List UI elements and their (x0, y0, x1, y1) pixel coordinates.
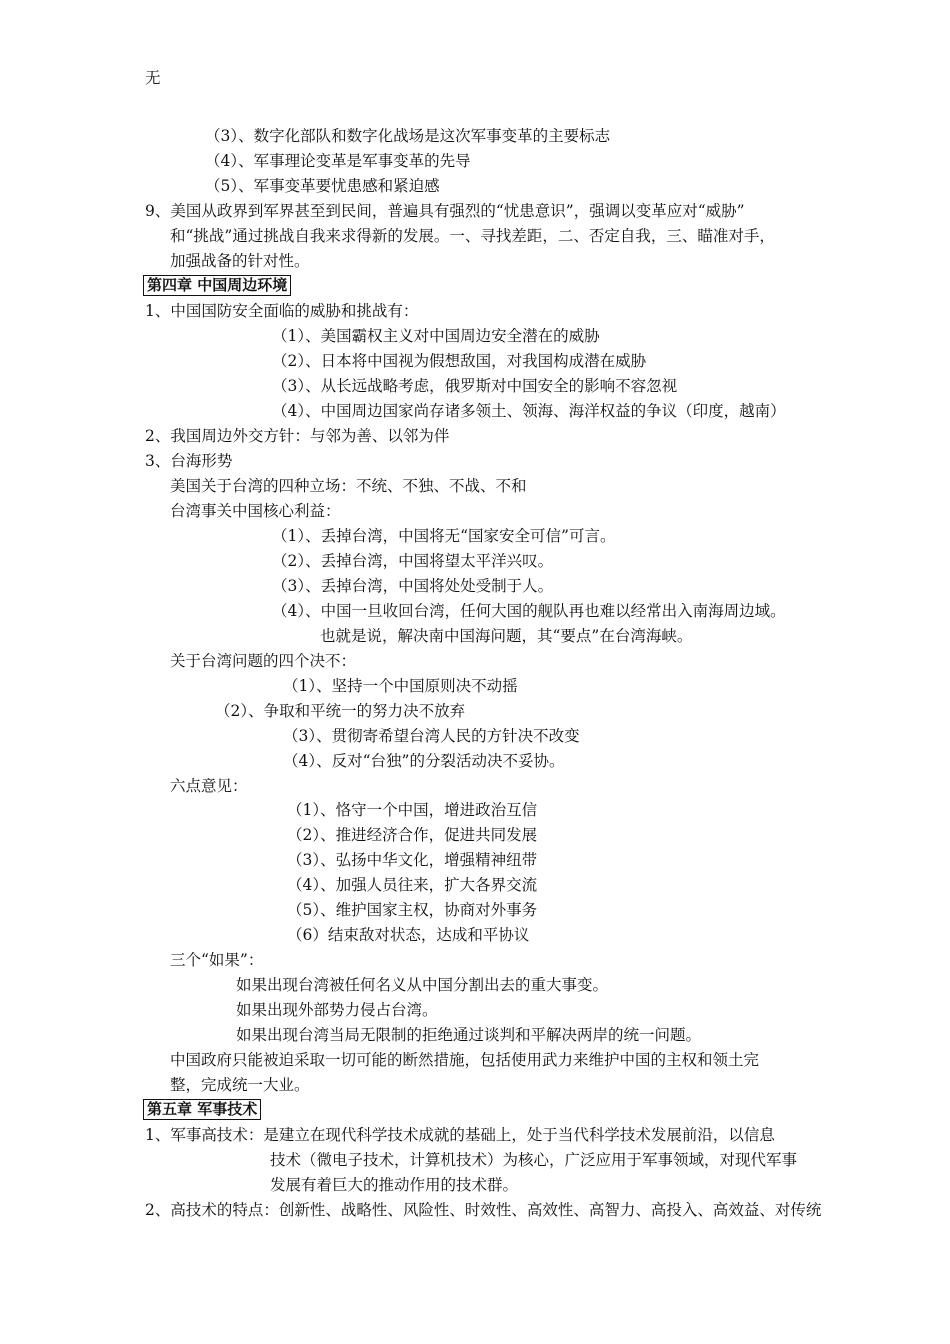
military-tech-definition-line-2: 技术（微电子技术，计算机技术）为核心，广泛应用于军事领域，对现代军事 (270, 1151, 798, 1169)
three-ifs-item-2: 如果出现外部势力侵占台湾。 (236, 1001, 438, 1019)
threat-item-1: （1）、美国霸权主义对中国周边安全潜在的威胁 (272, 327, 600, 345)
four-nevers-item-4: （4）、反对“台独”的分裂活动决不妥协。 (283, 752, 565, 770)
six-points-item-6: （6）结束敌对状态，达成和平协议 (287, 926, 530, 944)
core-interest-note: 也就是说，解决南中国海问题，其“要点”在台湾海峡。 (320, 627, 693, 645)
core-interest-item-4: （4）、中国一旦收回台湾，任何大国的舰队再也难以经常出入南海周边域。 (272, 602, 786, 620)
list-item-5: （5）、军事变革要忧患感和紧迫感 (205, 177, 440, 195)
four-nevers-item-2: （2）、争取和平统一的努力决不放弃 (215, 702, 466, 720)
three-ifs-item-3: 如果出现台湾当局无限制的拒绝通过谈判和平解决两岸的统一问题。 (236, 1026, 702, 1044)
government-measures-line-1: 中国政府只能被迫采取一切可能的断然措施，包括使用武力来维护中国的主权和领土完 (170, 1051, 760, 1069)
chapter-5-heading: 第五章 军事技术 (143, 1099, 261, 1120)
threat-item-4: （4）、中国周边国家尚存诸多领土、领海、海洋权益的争议（印度，越南） (272, 402, 786, 420)
core-interest-item-1: （1）、丢掉台湾，中国将无“国家安全可信”可言。 (272, 527, 616, 545)
six-points-item-3: （3）、弘扬中华文化，增强精神纽带 (287, 851, 538, 869)
six-points-item-1: （1）、恪守一个中国，增进政治互信 (287, 801, 538, 819)
three-ifs-item-1: 如果出现台湾被任何名义从中国分割出去的重大事变。 (236, 976, 609, 994)
section-1-heading: 1、中国国防安全面临的威胁和挑战有： (145, 302, 419, 320)
paragraph-9-line-2: 和“挑战”通过挑战自我来求得新的发展。一、寻找差距，二、否定自我，三、瞄准对手， (170, 227, 775, 245)
six-points-heading: 六点意见： (170, 777, 248, 795)
list-item-4: （4）、军事理论变革是军事变革的先导 (205, 152, 471, 170)
threat-item-3: （3）、从长远战略考虑，俄罗斯对中国安全的影响不容忽视 (272, 377, 678, 395)
core-interest-item-3: （3）、丢掉台湾，中国将处处受制于人。 (272, 577, 554, 595)
six-points-item-2: （2）、推进经济合作，促进共同发展 (287, 826, 538, 844)
paragraph-9-line-3: 加强战备的针对性。 (170, 252, 310, 270)
government-measures-line-2: 整，完成统一大业。 (170, 1076, 310, 1094)
page-header: 无 (145, 69, 161, 87)
three-ifs-heading: 三个“如果”： (170, 951, 264, 969)
four-nevers-item-3: （3）、贯彻寄希望台湾人民的方针决不改变 (283, 727, 580, 745)
list-item-3: （3）、数字化部队和数字化战场是这次军事变革的主要标志 (205, 127, 611, 145)
six-points-item-5: （5）、维护国家主权，协商对外事务 (287, 901, 538, 919)
chapter-4-heading: 第四章 中国周边环境 (143, 275, 291, 296)
four-nevers-item-1: （1）、坚持一个中国原则决不动摇 (283, 677, 518, 695)
paragraph-9-line-1: 9、美国从政界到军界甚至到民间，普遍具有强烈的“忧患意识”，强调以变革应对“威胁” (145, 202, 745, 220)
us-stance-line: 美国关于台湾的四种立场：不统、不独、不战、不和 (170, 477, 527, 495)
section-3-heading: 3、台海形势 (145, 452, 233, 470)
military-tech-definition-line-3: 发展有着巨大的推动作用的技术群。 (270, 1176, 519, 1194)
core-interest-heading: 台湾事关中国核心利益： (170, 502, 341, 520)
six-points-item-4: （4）、加强人员往来，扩大各界交流 (287, 876, 538, 894)
four-nevers-heading: 关于台湾问题的四个决不： (170, 652, 357, 670)
section-2-heading: 2、我国周边外交方针：与邻为善、以邻为伴 (145, 427, 450, 445)
core-interest-item-2: （2）、丢掉台湾，中国将望太平洋兴叹。 (272, 552, 554, 570)
military-tech-definition-line-1: 1、军事高技术：是建立在现代科学技术成就的基础上，处于当代科学技术发展前沿，以信息 (145, 1126, 775, 1144)
threat-item-2: （2）、日本将中国视为假想敌国，对我国构成潜在威胁 (272, 352, 647, 370)
high-tech-features-line: 2、高技术的特点：创新性、战略性、风险性、时效性、高效性、高智力、高投入、高效益、对传统 (145, 1201, 822, 1219)
